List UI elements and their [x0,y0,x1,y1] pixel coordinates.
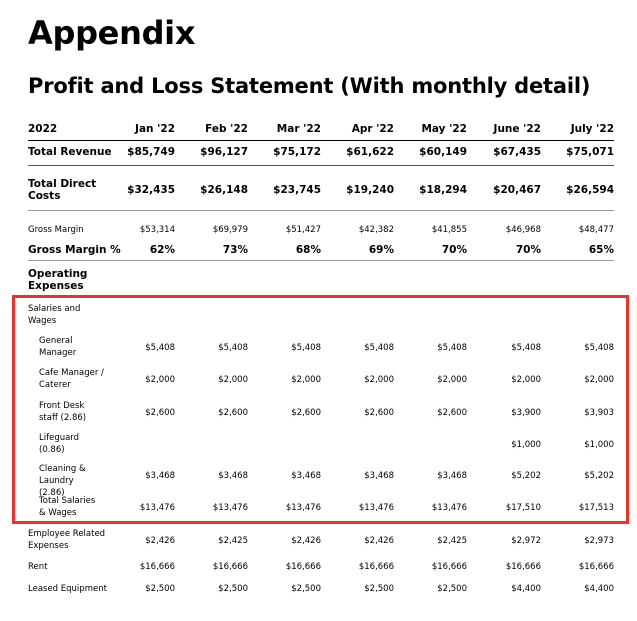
row-value: $2,500 [145,584,175,594]
page-title: Appendix [28,14,196,52]
row-value: $85,749 [127,146,175,158]
row-label: Cleaning & Laundry (2.86) [39,464,86,498]
row-value: 68% [295,244,321,256]
row-value: $4,400 [511,584,541,594]
row-value: 70% [515,244,541,256]
row-value: 62% [149,244,175,256]
row-value: $16,666 [431,562,467,572]
row-value: $5,408 [364,343,394,353]
row-value: $2,426 [145,536,175,546]
row-value: $26,148 [200,184,248,196]
row-label: Total Direct Costs [28,178,97,202]
row-value: $20,467 [493,184,541,196]
row-value: $3,903 [584,408,614,418]
row-value: $2,973 [584,536,614,546]
row-label: Salaries and Wages [28,304,81,326]
row-label: Total Revenue [28,146,112,158]
column-header: Apr '22 [351,123,394,135]
row-value: $16,666 [358,562,394,572]
year-label: 2022 [28,123,58,135]
row-value: $5,408 [511,343,541,353]
row-value: $2,000 [437,375,467,385]
row-value: $2,425 [218,536,248,546]
row-value: $13,476 [212,503,248,513]
row-value: $3,900 [511,408,541,418]
row-value: $69,979 [212,225,248,235]
row-value: $2,600 [437,408,467,418]
row-value: 73% [222,244,248,256]
row-value: $2,000 [584,375,614,385]
row-value: 70% [441,244,467,256]
row-label: Employee Related Expenses [28,529,106,551]
row-value: $53,314 [139,225,175,235]
divider [28,165,614,166]
row-value: $5,202 [511,471,541,481]
row-value: $5,408 [437,343,467,353]
row-value: $17,513 [578,503,614,513]
row-value: $2,426 [364,536,394,546]
row-value: $16,666 [578,562,614,572]
row-value: $2,425 [437,536,467,546]
row-value: $5,408 [291,343,321,353]
row-value: $13,476 [431,503,467,513]
row-value: $3,468 [364,471,394,481]
row-value: $2,500 [364,584,394,594]
column-header: July '22 [570,123,614,135]
row-value: $16,666 [285,562,321,572]
row-value: $67,435 [493,146,541,158]
row-value: $2,600 [218,408,248,418]
divider [28,210,614,211]
row-value: $2,000 [145,375,175,385]
row-label: Operating Expenses [28,268,88,292]
row-value: $3,468 [291,471,321,481]
row-value: $61,622 [346,146,394,158]
row-value: $13,476 [285,503,321,513]
row-value: $2,500 [218,584,248,594]
column-header: Jan '22 [135,123,175,135]
row-value: $32,435 [127,184,175,196]
row-value: $26,594 [566,184,614,196]
row-label: Front Desk staff (2.86) [39,401,87,423]
row-value: $60,149 [419,146,467,158]
row-label: General Manager [39,336,77,358]
row-value: $5,202 [584,471,614,481]
row-value: $4,400 [584,584,614,594]
row-value: $48,477 [578,225,614,235]
row-value: $5,408 [218,343,248,353]
row-value: $46,968 [505,225,541,235]
page-subtitle: Profit and Loss Statement (With monthly detail) [28,74,591,98]
divider [28,260,614,261]
row-value: $1,000 [511,440,541,450]
row-label: Gross Margin [28,225,84,235]
highlight-box [12,295,629,524]
row-value: $2,972 [511,536,541,546]
row-value: $13,476 [358,503,394,513]
row-value: $96,127 [200,146,248,158]
row-value: $75,071 [566,146,614,158]
row-value: $2,600 [291,408,321,418]
row-value: $19,240 [346,184,394,196]
divider [28,140,614,141]
row-value: $41,855 [431,225,467,235]
row-value: $16,666 [505,562,541,572]
row-value: $23,745 [273,184,321,196]
row-value: $42,382 [358,225,394,235]
column-header: Feb '22 [205,123,248,135]
row-value: $2,600 [145,408,175,418]
row-value: $16,666 [212,562,248,572]
row-value: $5,408 [584,343,614,353]
row-value: 65% [588,244,614,256]
row-label: Gross Margin % [28,244,121,256]
row-value: $3,468 [437,471,467,481]
row-value: $5,408 [145,343,175,353]
row-label: Leased Equipment [28,584,107,594]
row-value: $2,000 [511,375,541,385]
column-header: Mar '22 [276,123,321,135]
row-value: $3,468 [145,471,175,481]
row-label: Rent [28,562,48,572]
column-header: May '22 [421,123,467,135]
row-value: $2,000 [291,375,321,385]
row-value: 69% [368,244,394,256]
row-value: $2,500 [437,584,467,594]
row-value: $16,666 [139,562,175,572]
row-value: $2,000 [364,375,394,385]
row-value: $2,000 [218,375,248,385]
row-value: $3,468 [218,471,248,481]
row-label: Total Salaries & Wages [39,496,96,518]
row-value: $18,294 [419,184,467,196]
row-value: $51,427 [285,225,321,235]
row-value: $2,426 [291,536,321,546]
row-value: $75,172 [273,146,321,158]
row-label: Lifeguard (0.86) [39,433,80,455]
row-value: $2,600 [364,408,394,418]
row-label: Cafe Manager / Caterer [39,368,104,390]
row-value: $17,510 [505,503,541,513]
row-value: $13,476 [139,503,175,513]
row-value: $1,000 [584,440,614,450]
column-header: June '22 [493,123,541,135]
row-value: $2,500 [291,584,321,594]
